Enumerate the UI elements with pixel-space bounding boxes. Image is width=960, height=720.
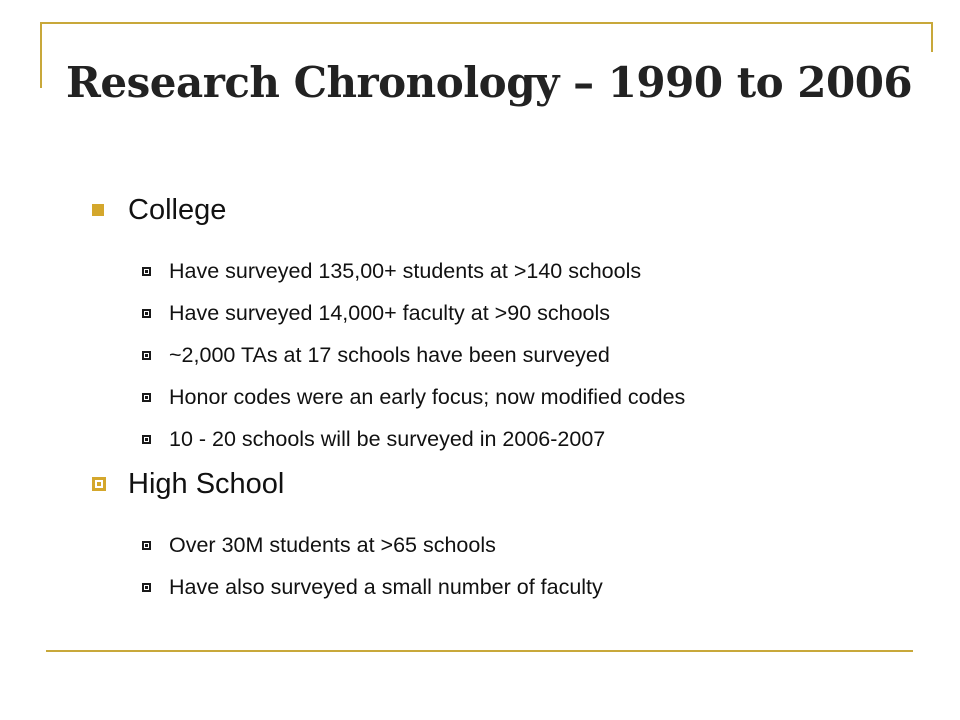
list-item — [142, 292, 685, 334]
bullet-list — [142, 250, 685, 460]
right-divider-line — [931, 22, 933, 52]
section-high-school — [92, 466, 603, 599]
list-item-text: Have surveyed 135,00+ students at >140 schools — [169, 258, 642, 283]
diamond-bullet-icon — [142, 435, 151, 444]
list-item-text: Over 30M students at >65 schools — [169, 532, 496, 557]
list-item — [142, 566, 603, 608]
section-heading — [92, 466, 284, 502]
list-item — [142, 418, 685, 460]
list-item-text: 10 - 20 schools will be surveyed in 2006-2007 — [169, 426, 606, 451]
bottom-divider-line — [46, 650, 913, 652]
list-item — [142, 376, 685, 418]
slide-title: Research Chronology – 1990 to 2006 — [66, 58, 913, 107]
section-heading — [92, 192, 226, 228]
list-item — [142, 334, 685, 376]
top-divider-line — [40, 22, 933, 24]
diamond-bullet-icon — [142, 583, 151, 592]
list-item-text: Honor codes were an early focus; now modified codes — [169, 384, 686, 409]
section-label: College — [128, 193, 227, 226]
diamond-bullet-icon — [142, 351, 151, 360]
diamond-bullet-icon — [142, 393, 151, 402]
diamond-bullet-icon — [142, 541, 151, 550]
bullet-list — [142, 524, 603, 608]
list-item-text: Have surveyed 14,000+ faculty at >90 schools — [169, 300, 611, 325]
square-bullet-icon — [92, 204, 104, 216]
diamond-bullet-icon — [92, 477, 106, 491]
section-label: High School — [128, 467, 285, 500]
list-item-text: Have also surveyed a small number of faculty — [169, 574, 603, 599]
diamond-bullet-icon — [142, 267, 151, 276]
diamond-bullet-icon — [142, 309, 151, 318]
section-college — [92, 192, 686, 451]
list-item — [142, 524, 603, 566]
left-divider-line — [40, 22, 42, 88]
list-item-text: ~2,000 TAs at 17 schools have been surveyed — [169, 342, 610, 367]
list-item — [142, 250, 685, 292]
